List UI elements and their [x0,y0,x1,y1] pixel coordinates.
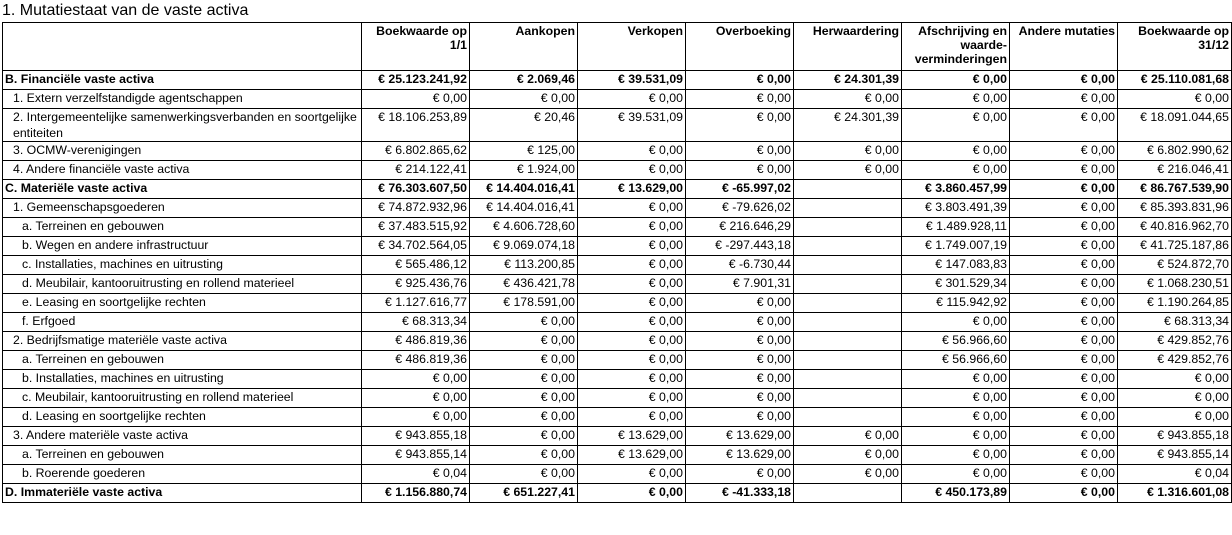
column-header: Verkopen [578,23,686,71]
value-cell: € 0,00 [1118,90,1232,109]
value-cell: € 0,00 [578,408,686,427]
value-cell: € 1.489.928,11 [902,218,1010,237]
value-cell: € 0,00 [686,71,794,90]
value-cell: € 0,00 [470,351,578,370]
value-cell [794,218,902,237]
value-cell: € 39.531,09 [578,109,686,142]
value-cell: € 20,46 [470,109,578,142]
value-cell: € 0,00 [578,351,686,370]
value-cell [794,180,902,199]
table-row [3,256,1232,275]
value-cell: € 0,00 [902,408,1010,427]
value-cell: € 0,00 [578,389,686,408]
value-cell: € 0,00 [578,294,686,313]
row-label: b. Roerende goederen [3,465,362,484]
table-row [3,427,1232,446]
value-cell: € 0,00 [794,142,902,161]
value-cell: € 0,00 [902,90,1010,109]
page-title: 1. Mutatiestaat van de vaste activa [2,2,249,19]
row-label: c. Installaties, machines en uitrusting [3,256,362,275]
value-cell: € 0,00 [794,446,902,465]
table-row [3,446,1232,465]
value-cell: € 0,00 [1118,408,1232,427]
row-label: 2. Bedrijfsmatige materiële vaste activa [3,332,362,351]
value-cell: € 214.122,41 [362,161,470,180]
value-cell: € 0,00 [794,90,902,109]
column-header: Boekwaarde op 31/12 [1118,23,1232,71]
value-cell: € 41.725.187,86 [1118,237,1232,256]
value-cell: € 943.855,18 [1118,427,1232,446]
value-cell: € 0,00 [1010,142,1118,161]
value-cell: € 0,00 [902,142,1010,161]
value-cell: € 0,00 [362,370,470,389]
value-cell: € 125,00 [470,142,578,161]
value-cell: € 0,00 [578,275,686,294]
row-label: D. Immateriële vaste activa [3,484,362,503]
value-cell: € 0,00 [1010,446,1118,465]
value-cell: € 216.046,41 [1118,161,1232,180]
row-label: C. Materiële vaste activa [3,180,362,199]
value-cell: € 0,04 [362,465,470,484]
value-cell: € 115.942,92 [902,294,1010,313]
value-cell: € 0,00 [686,408,794,427]
value-cell [794,237,902,256]
value-cell: € 0,00 [1010,90,1118,109]
value-cell: € 0,00 [1010,427,1118,446]
value-cell: € 37.483.515,92 [362,218,470,237]
value-cell: € 0,00 [578,484,686,503]
value-cell: € 0,00 [1010,408,1118,427]
value-cell: € 0,00 [578,199,686,218]
value-cell: € 1.316.601,08 [1118,484,1232,503]
value-cell: € 0,00 [902,370,1010,389]
value-cell: € 86.767.539,90 [1118,180,1232,199]
table-row [3,370,1232,389]
value-cell: € 0,00 [902,389,1010,408]
value-cell: € 0,00 [686,370,794,389]
column-header: Andere mutaties [1010,23,1118,71]
value-cell: € 0,00 [1010,332,1118,351]
value-cell: € 0,00 [902,109,1010,142]
value-cell: € 9.069.074,18 [470,237,578,256]
value-cell: € 74.872.932,96 [362,199,470,218]
row-label: 3. OCMW-verenigingen [3,142,362,161]
value-cell: € 0,00 [1010,256,1118,275]
value-cell: € 0,00 [1010,294,1118,313]
row-label: a. Terreinen en gebouwen [3,218,362,237]
value-cell: € 14.404.016,41 [470,180,578,199]
asset-mutation-table [2,22,1232,503]
value-cell [794,313,902,332]
table-row [3,237,1232,256]
value-cell: € 0,00 [1010,313,1118,332]
value-cell: € 7.901,31 [686,275,794,294]
value-cell [794,351,902,370]
value-cell: € 0,00 [578,90,686,109]
value-cell: € 0,00 [686,332,794,351]
value-cell: € 0,00 [686,313,794,332]
value-cell: € 0,00 [470,446,578,465]
value-cell: € 0,00 [470,408,578,427]
value-cell: € 1.924,00 [470,161,578,180]
value-cell: € 0,00 [686,142,794,161]
value-cell [794,408,902,427]
value-cell: € -41.333,18 [686,484,794,503]
row-label: e. Leasing en soortgelijke rechten [3,294,362,313]
table-row [3,294,1232,313]
value-cell: € 0,00 [1010,389,1118,408]
value-cell: € 565.486,12 [362,256,470,275]
value-cell: € 0,00 [470,370,578,389]
value-cell: € 0,00 [686,389,794,408]
value-cell: € 0,00 [1118,389,1232,408]
value-cell: € 0,00 [794,465,902,484]
table-row [3,199,1232,218]
value-cell: € -79.626,02 [686,199,794,218]
value-cell [794,256,902,275]
value-cell: € 76.303.607,50 [362,180,470,199]
value-cell: € 24.301,39 [794,71,902,90]
row-label: 1. Gemeenschapsgoederen [3,199,362,218]
value-cell: € 0,00 [470,465,578,484]
row-label: d. Meubilair, kantooruitrusting en rollend materieel [3,275,362,294]
value-cell: € 0,00 [1010,370,1118,389]
table-row [3,313,1232,332]
value-cell [794,370,902,389]
table-row [3,71,1232,90]
value-cell: € 113.200,85 [470,256,578,275]
row-label: B. Financiële vaste activa [3,71,362,90]
value-cell: € 0,00 [1010,71,1118,90]
table-row [3,275,1232,294]
value-cell: € 6.802.865,62 [362,142,470,161]
value-cell [794,199,902,218]
value-cell: € 436.421,78 [470,275,578,294]
value-cell: € 0,00 [1010,484,1118,503]
header-row [3,23,1232,71]
value-cell: € 0,00 [1010,109,1118,142]
value-cell: € 1.749.007,19 [902,237,1010,256]
value-cell: € 0,00 [1010,465,1118,484]
value-cell: € 925.436,76 [362,275,470,294]
value-cell: € 0,00 [1118,370,1232,389]
value-cell: € 0,00 [902,161,1010,180]
value-cell: € 147.083,83 [902,256,1010,275]
table-row [3,161,1232,180]
row-label: a. Terreinen en gebouwen [3,446,362,465]
value-cell: € 0,00 [470,313,578,332]
value-cell: € 14.404.016,41 [470,199,578,218]
value-cell: € 0,00 [1010,161,1118,180]
value-cell: € 0,00 [794,427,902,446]
value-cell: € 1.190.264,85 [1118,294,1232,313]
value-cell: € 0,00 [578,313,686,332]
value-cell: € 18.091.044,65 [1118,109,1232,142]
column-header: Boekwaarde op 1/1 [362,23,470,71]
value-cell: € 0,00 [686,294,794,313]
table-row [3,109,1232,142]
value-cell: € 0,00 [578,237,686,256]
value-cell: € 3.803.491,39 [902,199,1010,218]
value-cell: € 0,00 [470,332,578,351]
value-cell: € 178.591,00 [470,294,578,313]
value-cell [794,275,902,294]
value-cell: € 301.529,34 [902,275,1010,294]
row-label: a. Terreinen en gebouwen [3,351,362,370]
value-cell: € 0,00 [578,218,686,237]
value-cell: € 0,00 [362,389,470,408]
value-cell: € 651.227,41 [470,484,578,503]
value-cell [794,389,902,408]
value-cell: € 0,00 [578,161,686,180]
row-label: 3. Andere materiële vaste activa [3,427,362,446]
value-cell: € 0,00 [902,313,1010,332]
row-label: b. Installaties, machines en uitrusting [3,370,362,389]
value-cell: € 450.173,89 [902,484,1010,503]
value-cell: € 0,00 [1010,351,1118,370]
value-cell: € 524.872,70 [1118,256,1232,275]
value-cell: € 0,00 [1010,180,1118,199]
value-cell: € 943.855,14 [362,446,470,465]
row-label: 4. Andere financiële vaste activa [3,161,362,180]
value-cell: € 0,00 [578,256,686,275]
value-cell [794,332,902,351]
table-row [3,142,1232,161]
value-cell: € 68.313,34 [362,313,470,332]
value-cell: € 25.110.081,68 [1118,71,1232,90]
table-row [3,332,1232,351]
column-header: Herwaardering [794,23,902,71]
value-cell: € 1.068.230,51 [1118,275,1232,294]
value-cell: € 2.069,46 [470,71,578,90]
value-cell: € 13.629,00 [686,446,794,465]
value-cell: € 3.860.457,99 [902,180,1010,199]
value-cell: € 39.531,09 [578,71,686,90]
value-cell: € -65.997,02 [686,180,794,199]
value-cell: € 0,00 [470,90,578,109]
value-cell: € 68.313,34 [1118,313,1232,332]
row-label: 2. Intergemeentelijke samenwerkingsverbanden en soortgelijke entiteiten [3,109,362,142]
value-cell: € 943.855,14 [1118,446,1232,465]
value-cell: € 6.802.990,62 [1118,142,1232,161]
value-cell: € 0,00 [902,427,1010,446]
value-cell: € 429.852,76 [1118,351,1232,370]
value-cell: € 13.629,00 [578,446,686,465]
value-cell: € 0,00 [1010,275,1118,294]
value-cell: € 0,00 [902,71,1010,90]
value-cell: € 0,00 [578,465,686,484]
value-cell: € 85.393.831,96 [1118,199,1232,218]
column-header: Aankopen [470,23,578,71]
value-cell: € 1.156.880,74 [362,484,470,503]
value-cell: € 56.966,60 [902,332,1010,351]
header-cell-label [3,23,362,71]
value-cell: € 0,00 [794,161,902,180]
row-label: c. Meubilair, kantooruitrusting en rollend materieel [3,389,362,408]
value-cell: € 0,00 [578,142,686,161]
value-cell: € 0,00 [578,332,686,351]
value-cell: € 486.819,36 [362,332,470,351]
value-cell: € -6.730,44 [686,256,794,275]
value-cell: € 0,00 [686,109,794,142]
table-row [3,351,1232,370]
value-cell: € 0,00 [362,408,470,427]
value-cell: € 40.816.962,70 [1118,218,1232,237]
value-cell: € 4.606.728,60 [470,218,578,237]
table-row [3,484,1232,503]
value-cell: € 0,04 [1118,465,1232,484]
value-cell: € 0,00 [902,465,1010,484]
value-cell: € 0,00 [470,389,578,408]
row-label: b. Wegen en andere infrastructuur [3,237,362,256]
value-cell: € 0,00 [686,351,794,370]
table-row [3,389,1232,408]
value-cell: € 0,00 [686,161,794,180]
value-cell: € 486.819,36 [362,351,470,370]
table-row [3,180,1232,199]
column-header: Afschrijving en waarde-verminderingen [902,23,1010,71]
value-cell: € 56.966,60 [902,351,1010,370]
value-cell: € 0,00 [1010,237,1118,256]
value-cell: € -297.443,18 [686,237,794,256]
value-cell: € 18.106.253,89 [362,109,470,142]
value-cell: € 1.127.616,77 [362,294,470,313]
value-cell: € 13.629,00 [578,427,686,446]
value-cell: € 0,00 [1010,218,1118,237]
value-cell: € 0,00 [470,427,578,446]
value-cell: € 13.629,00 [686,427,794,446]
value-cell: € 25.123.241,92 [362,71,470,90]
row-label: f. Erfgoed [3,313,362,332]
value-cell: € 216.646,29 [686,218,794,237]
value-cell: € 0,00 [686,90,794,109]
column-header: Overboeking [686,23,794,71]
value-cell: € 0,00 [686,465,794,484]
value-cell: € 13.629,00 [578,180,686,199]
value-cell: € 34.702.564,05 [362,237,470,256]
row-label: 1. Extern verzelfstandigde agentschappen [3,90,362,109]
value-cell [794,484,902,503]
value-cell: € 24.301,39 [794,109,902,142]
row-label: d. Leasing en soortgelijke rechten [3,408,362,427]
value-cell: € 0,00 [362,90,470,109]
value-cell: € 943.855,18 [362,427,470,446]
value-cell: € 0,00 [1010,199,1118,218]
table-row [3,218,1232,237]
table-row [3,465,1232,484]
value-cell [794,294,902,313]
table-row [3,408,1232,427]
table-body [3,71,1232,503]
table-row [3,90,1232,109]
value-cell: € 0,00 [578,370,686,389]
value-cell: € 0,00 [902,446,1010,465]
value-cell: € 429.852,76 [1118,332,1232,351]
